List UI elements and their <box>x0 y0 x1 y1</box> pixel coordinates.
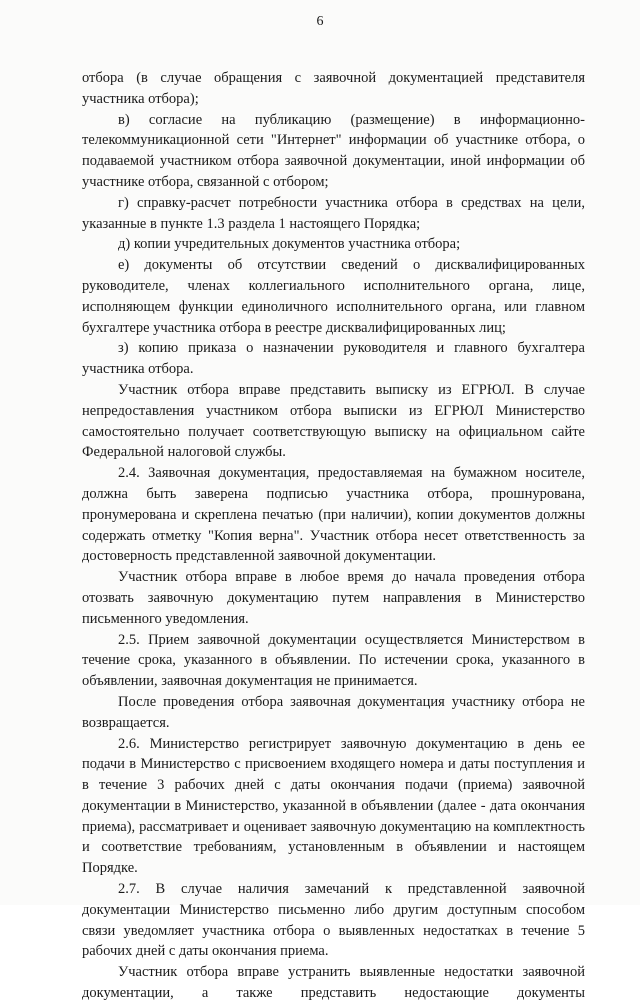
paragraph: 2.7. В случае наличия замечаний к представленной заявочной документации Министерство письменно либо другим доступным способом связи уведомляет участника отбора о выявленных недостатках в течение 5 рабочих дней с даты окончания приема. <box>82 881 585 960</box>
paragraph: Участник отбора вправе в любое время до начала проведения отбора отозвать заявочную документацию путем направления в Министерство письменного уведомления. <box>82 569 585 627</box>
paragraph: Участник отбора вправе представить выписку из ЕГРЮЛ. В случае непредоставления участником отбора выписки из ЕГРЮЛ Министерство самостоятельно получает соответствующую выписку на официальном сайте Федеральной налоговой службы. <box>82 381 585 461</box>
paragraph: з) копию приказа о назначении руководителя и главного бухгалтера участника отбора. <box>82 340 585 378</box>
paragraph: 2.4. Заявочная документация, предоставляемая на бумажном носителе, должна быть заверена подписью участника отбора, прошнурована, пронумерована и скреплена печатью (при наличии), копии документов должны содержать отметку "Копия верна". Участник отбора несет ответственность за достоверность представленной заявочной документации. <box>82 465 585 565</box>
paragraph: в) согласие на публикацию (размещение) в информационно-телекоммуникационной сети "Интернет" информации об участнике отбора, о подаваемой участником отбора заявочной документации, иной информации об участнике отбора, связанной с отбором; <box>82 111 585 190</box>
paragraph: г) справку-расчет потребности участника отбора в средствах на цели, указанные в пункте 1.3 раздела 1 настоящего Порядка; <box>82 194 585 232</box>
paragraph: После проведения отбора заявочная документация участнику отбора не возвращается. <box>82 693 585 731</box>
document-body <box>82 68 585 1004</box>
paragraph: 2.6. Министерство регистрирует заявочную документацию в день ее подачи в Министерство с присвоением входящего номера и даты поступления и в течение 3 рабочих дней с даты окончания подачи (приема) заявочной документации в Министерство, указанной в объявлении (далее - дата окончания приема), рассматривает и оценивает заявочную документацию на комплектность и соответствие требованиям, установленным в объявлении и настоящем Порядке. <box>82 735 585 877</box>
paragraph: е) документы об отсутствии сведений о дисквалифицированных руководителе, членах коллегиального исполнительного органа, лице, исполняющем функции единоличного исполнительного органа, или главном бухгалтере участника отбора в реестре дисквалифицированных лиц; <box>82 257 585 336</box>
paragraph: д) копии учредительных документов участника отбора; <box>118 236 461 253</box>
paragraph: Участник отбора вправе устранить выявленные недостатки заявочной документации, а также представить недостающие документы <box>82 964 585 1002</box>
page-number: 6 <box>316 14 324 29</box>
paragraph: 2.5. Прием заявочной документации осуществляется Министерством в течение срока, указанного в объявлении. По истечении срока, указанного в объявлении, заявочная документация не принимается. <box>82 631 585 690</box>
paragraph: отбора (в случае обращения с заявочной документацией представителя участника отбора); <box>82 70 585 107</box>
